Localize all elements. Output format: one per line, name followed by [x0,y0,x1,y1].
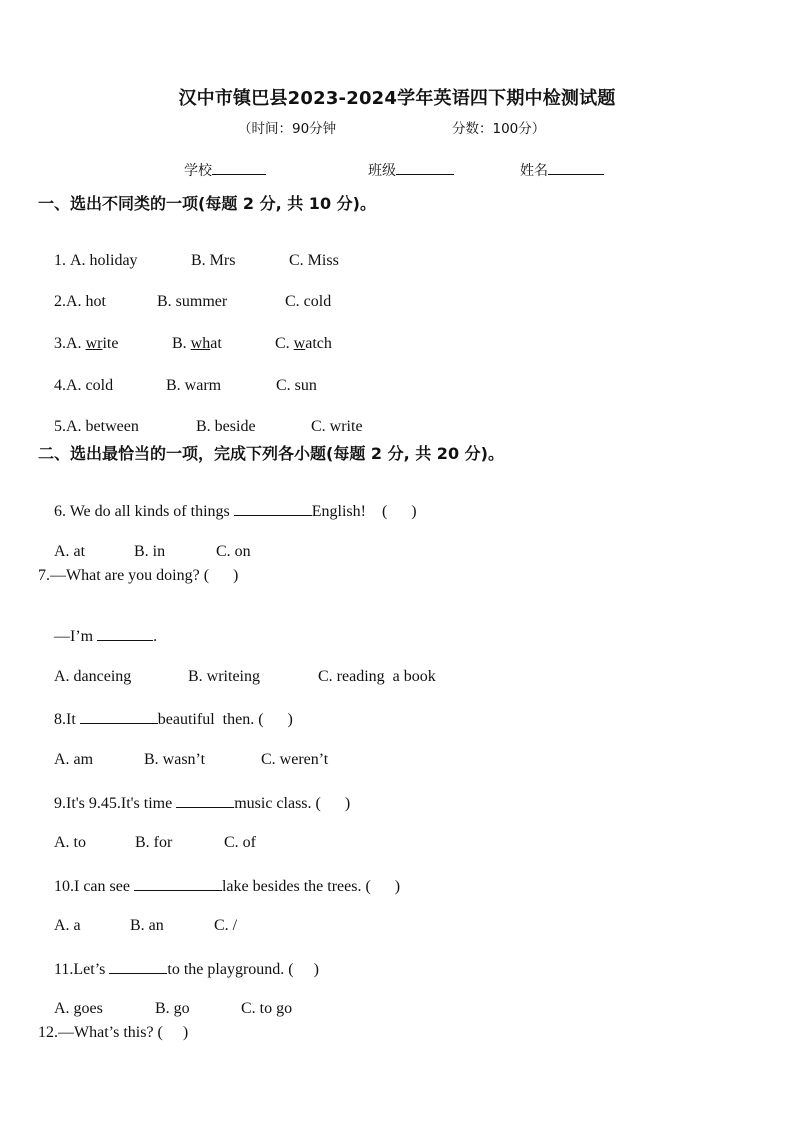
school-blank[interactable] [212,159,266,175]
exam-time: （时间：90分钟 [238,121,337,137]
option-b [172,335,275,353]
option-a: A. danceing [54,668,132,685]
option-c: C. to go [241,1000,293,1017]
option-c: C. cold [285,293,332,310]
option-a: A. hot [66,293,106,310]
option-a: A. cold [66,377,114,394]
option-a-underlined: wr [85,335,103,352]
question-stem-end: music class. ( ) [234,795,351,812]
question-number: 4. [54,377,66,394]
question-12: 12.—What’s this? ( ) [38,1024,189,1041]
option-a: A. between [66,418,139,435]
question-7: 7.—What are you doing? ( ) [38,567,239,584]
name-label: 姓名 [520,163,548,179]
answer-blank[interactable] [176,793,234,808]
exam-score: 分数：100分） [452,121,546,137]
question-stem: 8.It [54,711,80,728]
question-number: 5. [54,418,66,435]
option-a: A. holiday [70,252,138,269]
reply-text: —I’m [54,628,98,645]
answer-blank[interactable] [234,501,312,516]
option-c-rest: atch [305,335,332,352]
option-b: B. writeing [188,668,260,685]
option-b: B. an [130,917,164,934]
section1-heading: 一、选出不同类的一项(每题 2 分, 共 10 分)。 [38,194,376,213]
class-field [368,159,454,180]
name-field [520,159,604,180]
option-a: A. at [54,543,86,560]
question-stem: 10.I can see [54,878,134,895]
option-c: C. / [214,917,238,934]
option-c-prefix: C. [275,335,294,352]
option-c-underlined: w [293,335,306,352]
option-b-prefix: B. [172,335,191,352]
option-a-rest: ite [102,335,119,352]
answer-blank[interactable] [80,709,158,724]
option-b: B. in [134,543,166,560]
option-c [275,335,332,353]
class-label: 班级 [368,163,396,179]
answer-blank[interactable] [134,876,222,891]
option-c: C. Miss [289,252,339,269]
page-title: 汉中市镇巴县2023-2024学年英语四下期中检测试题 [178,88,616,109]
option-c: C. weren’t [261,751,329,768]
option-a-prefix: A. [66,335,86,352]
option-b-rest: at [210,335,222,352]
school-field [184,159,266,180]
option-b: B. Mrs [191,252,236,269]
question-stem: 6. We do all kinds of things [54,503,234,520]
question-stem-end: to the playground. ( ) [167,961,319,978]
option-a [66,335,172,353]
option-c: C. reading a book [318,668,436,685]
question-number: 2. [54,293,66,310]
option-c: C. write [311,418,363,435]
school-label: 学校 [184,163,212,179]
option-c: C. on [216,543,251,560]
option-b: B. go [155,1000,190,1017]
answer-blank[interactable] [97,626,153,641]
option-a: A. am [54,751,94,768]
question-number: 1. [54,252,70,269]
question-stem-end: beautiful then. ( ) [157,711,293,728]
option-c: C. of [224,834,256,851]
option-a: A. goes [54,1000,103,1017]
option-b: B. for [135,834,173,851]
question-stem-end: English! ( ) [311,503,417,520]
answer-blank[interactable] [109,959,167,974]
reply-end: . [153,628,158,645]
option-b: B. beside [196,418,256,435]
question-stem-end: lake besides the trees. ( ) [221,878,401,895]
option-b: B. wasn’t [144,751,206,768]
question-stem: 11.Let’s [54,961,110,978]
option-b: B. summer [157,293,228,310]
option-a: A. to [54,834,86,851]
option-c: C. sun [276,377,317,394]
class-blank[interactable] [396,159,454,175]
question-number: 3. [54,335,66,352]
option-a: A. a [54,917,81,934]
section2-heading: 二、选出最恰当的一项，完成下列各小题(每题 2 分, 共 20 分)。 [38,444,504,463]
option-b-underlined: wh [190,335,211,352]
question-stem: 9.It's 9.45.It's time [54,795,177,812]
name-blank[interactable] [548,159,604,175]
option-b: B. warm [166,377,222,394]
